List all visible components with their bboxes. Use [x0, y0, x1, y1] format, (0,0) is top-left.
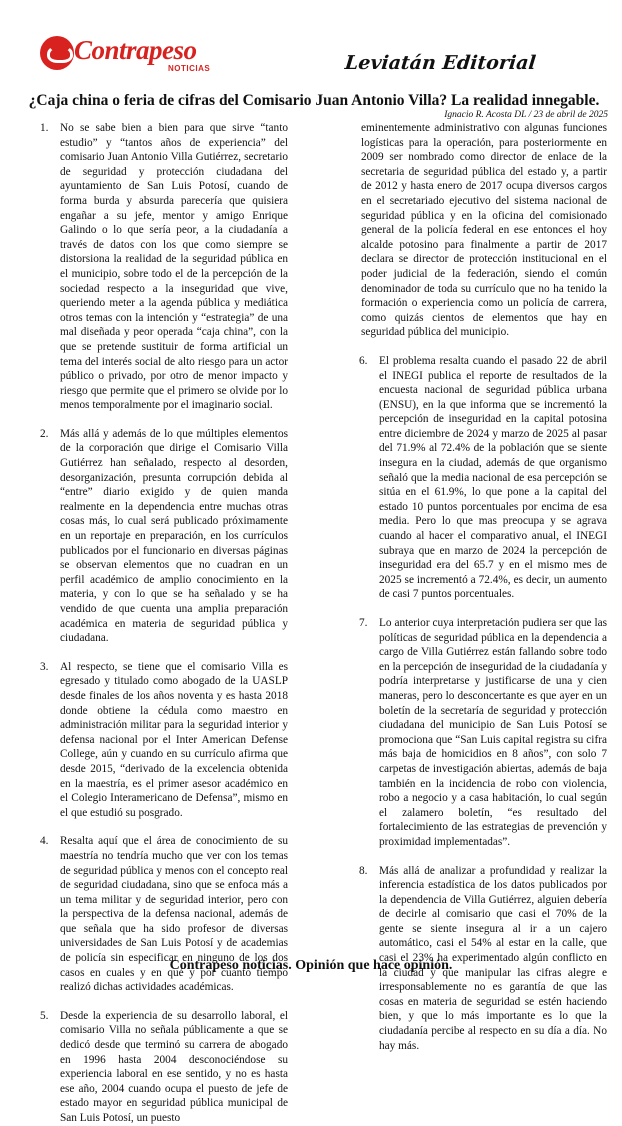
header	[0, 0, 622, 90]
item-continuation: eminentemente administrativo con algunas funciones logísticas para la operación, para posteriormente en 2009 ser nombrado como director de enlace de la secretaria de seguridad pública del estado y, a partir de 2012 y hasta enero de 2017 ocupa diversos cargos en el secretariado ejecutivo del sistema nacional de seguridad pública y en la oficina del comisionado general de la policía federal en ese entonces el hoy alcalde potosino para finalmente a partir de 2017 declara se director de protección institucional en el poder judicial de la federación, siendo el común denominador de toda su currículo que no ha tenido la formación o experiencia como un policía de carrera, como quizás cientos de elementos que hay en seguridad pública del municipio.	[361, 122, 607, 339]
article-title: ¿Caja china o feria de cifras del Comisario Juan Antonio Villa? La realidad innegable.	[28, 92, 600, 109]
list-item	[18, 121, 288, 413]
left-column	[18, 121, 288, 1126]
list-item	[337, 354, 607, 602]
item-text: Más allá y además de lo que múltiples elementos de la corporación que dirige el Comisario Villa Gutiérrez han señalado, respecto al desorden, desorganización, presunta corrupción debida al “entre” diario exigido y de quien manda realmente en la dependencia entre muchas otras cosas más, lo cual será publicado próximamente en un reportaje en preparación, en los currículos publicados por el funcionario en diversas páginas se observan elementos que no cuadran en un perfil académico de amplio conocimiento en la materia, y con lo que se ha señalado y se ha vendido de que cuenta una amplia preparación académica en materia de seguridad pública y ciudadana.	[60, 427, 288, 645]
brand-logo[interactable]	[40, 34, 210, 74]
list-item	[18, 660, 288, 821]
item-number: 2.	[40, 427, 49, 440]
item-number: 3.	[40, 660, 49, 673]
list-item	[337, 616, 607, 850]
article-byline: Ignacio R. Acosta DL / 23 de abril de 2025	[444, 110, 608, 120]
section-brand: Leviatán Editorial	[344, 52, 538, 74]
item-text: Más allá de analizar a profundidad y realizar la inferencia estadística de los datos publicados por la dependencia de Villa Gutiérrez, alguien debería de decirle al comisario que casi el 70% de la gente se siente insegura al ir a un cajero automático, casi el 54% al estar en la calle, que casi el 23% ha experimentado algún conflicto en la ciudad y que manipular las cifras alegre e irresponsablemente no es garantía de que las cosas en materia de seguridad se estén haciendo bien, y que lo más importante es lo que la ciudadanía percibe al respecto en su día a día. No hay más.	[379, 864, 607, 1052]
item-number: 1.	[40, 122, 49, 134]
list-item	[18, 427, 288, 646]
footer-tagline: Contrapeso noticias. Opinión que hace opinión.	[169, 958, 453, 973]
item-number: 7.	[359, 617, 368, 629]
item-number: 5.	[40, 1009, 49, 1022]
item-text: No se sabe bien a bien para que sirve “tanto estudio” y “tantos años de experiencia” del comisario Juan Antonio Villa Gutiérrez, secretario de seguridad y protección ciudadana del ayuntamiento de San Luis Potosí, cuando de forma burda y absurda parecería que quisiera engañar a su jefe, mentor y amigo Enrique Galindo o lo que sería peor, a la ciudadanía a través de datos con los que como siempre se distorsiona la realidad de la seguridad pública en el municipio, sobre todo el de la percepción de la sociedad respecto a la inseguridad que vive, queriendo meter a la agenda pública y mediática otros temas con la intención y “estrategia” de una mal diseñada y peor operada “caja china”, con la que se pretende sustituir de forma artificial un tema del interés social de alto riesgo para un actor público o privado, por otro de menor impacto y riesgo que permite que el primero se olvide por lo menos temporalmente por el imaginario social.	[60, 122, 288, 412]
item-text: Lo anterior cuya interpretación pudiera ser que las políticas de seguridad pública en la dependencia a cargo de Villa Gutiérrez están fallando sobre todo en la percepción de inseguridad de la ciudadanía y podría interpretarse y justificarse de una y cien maneras, pero lo desconcertante es que ayer en un boletín de la secretaría de seguridad y protección ciudadana del municipio de San Luis Potosí se promociona que “San Luis capital registra su cifra más baja de homicidios en 8 años”, con solo 7 carpetas de investigación abiertas, además de baja también en la incidencia de robo con violencia, robo a negocio y a casa habitación, lo cual según el zalamero boletín, “es resultado del fortalecimiento de las estrategias de prevención y proximidad implementadas”.	[379, 617, 607, 848]
item-text: Al respecto, se tiene que el comisario Villa es egresado y titulado como abogado de la UASLP desde finales de los años noventa y es hasta 2018 donde obtiene la cédula como maestro en administración militar para la seguridad interior y defensa nacional por el Inter American Defense College, aún y cuando en su currículo afirma que desde 2015, “derivado de la excelencia obtenida en la maestría, es el primer asesor académico en el Colegio Interamericano de Defensa”, mismo en el que estudió su posgrado.	[60, 660, 288, 819]
item-number: 4.	[40, 835, 49, 848]
item-text: Desde la experiencia de su desarrollo laboral, el comisario Villa no señala públicamente a que se dedicó desde que terminó su carrera de abogado en 1996 hasta 2004 desconociéndose su experiencia laboral en ese sentido, y no es hasta ese año, 2004 cuando ocupa el puesto de jefe de estado mayor en seguridad pública municipal de San Luis Potosí, un puesto	[60, 1009, 288, 1124]
logo-text: Contrapeso	[74, 35, 197, 65]
right-column	[337, 121, 607, 1053]
item-text: Resalta aquí que el área de conocimiento de su maestría no tendría mucho que ver con los temas de seguridad pública y menos con el concepto real de seguridad ciudadana, sino que se enfoca más a un tema militar y de seguridad interior, pero con la perspectiva de la defensa nacional, además de que señala que ha sido profesor de diversas universidades de San Luis Potosí y de academias de policía sin especificar en ninguno de los dos casos en cuales y en qué y por cuanto tiempo realizó dichas actividades académicas.	[60, 835, 288, 994]
list-item	[18, 1009, 288, 1126]
logo-mark-icon	[40, 36, 74, 70]
logo-subtitle: NOTICIAS	[168, 64, 211, 73]
item-number: 6.	[359, 354, 368, 367]
item-text: El problema resalta cuando el pasado 22 de abril el INEGI publica el reporte de resultados de la encuesta nacional de seguridad pública urbana (ENSU), en la que informa que se incrementó la percepción de inseguridad en la capital potosina entre diciembre de 2024 y marzo de 2025 al pasar del 71.9% al 72.4% de la población que se siente insegura en la ciudad, además de que organismo señaló que la media nacional de esa percepción se sitúa en el 61.9%, lo que pone a la capital del estado 10 puntos porcentuales por encima de esa media. Pero lo que mas preocupa y se agrava cuando al hacer el comparativo anual, el INEGI subraya que en marzo de 2024 la percepción de inseguridad era del 65.7 y en el mismo mes de 2025 se incrementó a 72.4%, es decir, un aumento de casi 7 puntos porcentuales.	[379, 354, 607, 601]
item-number: 8.	[359, 864, 368, 877]
